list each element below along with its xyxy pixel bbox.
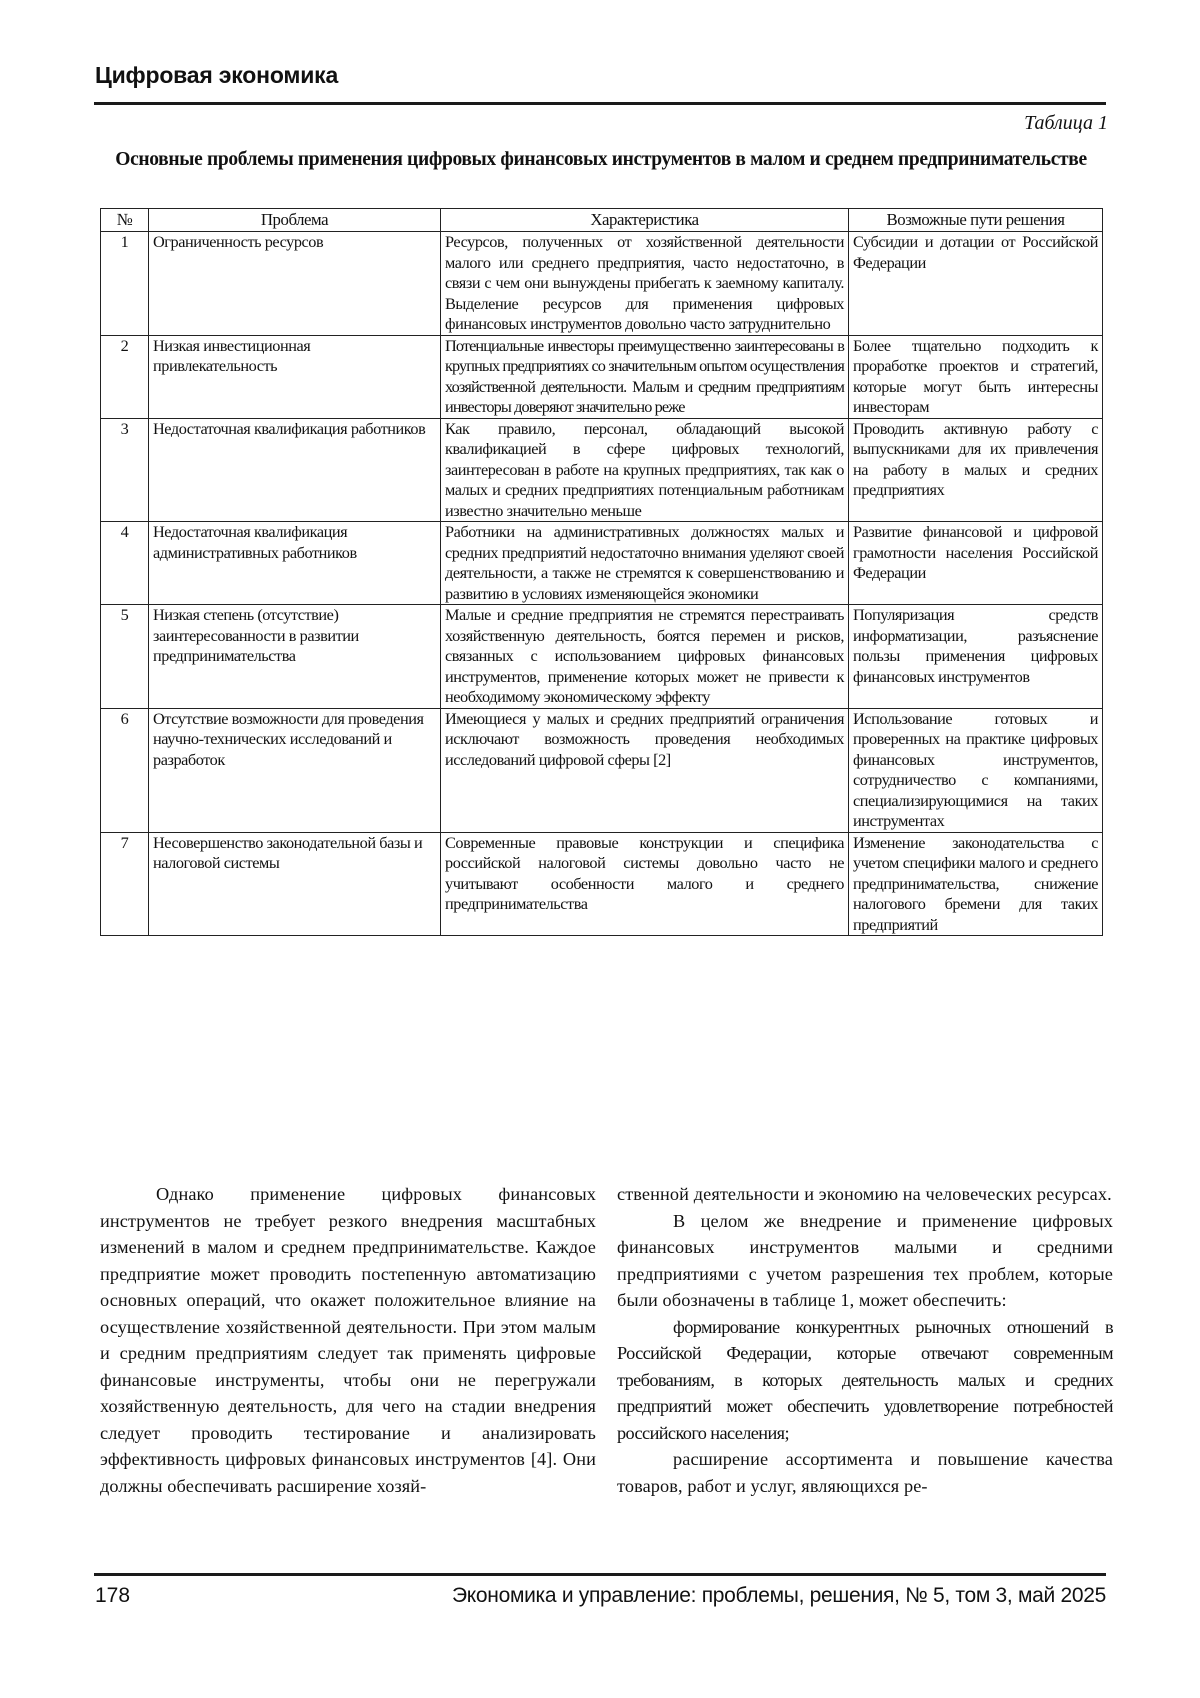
page-number: 178: [95, 1584, 131, 1607]
footer-rule: [94, 1573, 1106, 1576]
body-paragraph: Однако применение цифровых финансовых инструментов не требует резкого внедрения масштабных изменений в малом и среднем предпринимательстве. Каждое предприятие может проводить постепенную автоматизацию основных операций, что окажет положительное влияние на осуществление хозяйственной деятельности. При этом малым и средним предприятиям следует так применять цифровые финансовые инструменты, чтобы они не перегружали хозяйственную деятельность, для чего на стадии внедрения следует проводить тестирование и анализировать эффективность цифровых финансовых инструментов [4]. Они должны обеспечивать расширение хозяй-: [100, 1184, 596, 1496]
table-row: [101, 605, 1103, 709]
table-row: [101, 335, 1103, 418]
list-item: расширение ассортимента и повышение качества товаров, работ и услуг, являющихся ре-: [617, 1449, 1113, 1496]
column-header-characteristic: Характеристика: [441, 209, 849, 232]
running-head-section-title: Цифровая экономика: [95, 62, 339, 88]
row-number: 3: [101, 418, 149, 522]
row-problem: Низкая степень (отсутствие) заинтересованности в развитии предпринимательства: [149, 605, 441, 709]
body-paragraph: В целом же внедрение и применение цифровых финансовых инструментов малыми и средними предприятиями с учетом разрешения тех проблем, которые были обозначены в таблице 1, может обеспечить:: [617, 1210, 1113, 1310]
problems-table: [100, 208, 1103, 936]
row-problem: Недостаточная квалификация работников: [149, 418, 441, 522]
row-characteristic: Работники на административных должностях малых и средних предприятий недостаточно внимания уделяют своей деятельности, а также не стремятся к совершенствованию и развитию в условиях изменяющейся экономики: [441, 522, 849, 605]
row-characteristic: Имеющиеся у малых и средних предприятий ограничения исключают возможность проведения необходимых исследований цифровой сферы [2]: [441, 708, 849, 832]
table-label: Таблица 1: [1024, 112, 1108, 134]
row-problem: Недостаточная квалификация административных работников: [149, 522, 441, 605]
body-paragraph: ственной деятельности и экономию на человеческих ресурсах.: [617, 1184, 1112, 1204]
table-row: [101, 232, 1103, 336]
row-characteristic: Потенциальные инвесторы преимущественно заинтересованы в крупных предприятиях со значительным опытом осуществления хозяйственной деятельности. Малым и средним предприятиям инвесторы доверяют значительно реже: [441, 335, 849, 418]
journal-citation: Экономика и управление: проблемы, решения, № 5, том 3, май 2025: [452, 1584, 1106, 1607]
row-number: 4: [101, 522, 149, 605]
table-row: [101, 832, 1103, 936]
row-characteristic: Ресурсов, полученных от хозяйственной деятельности малого или среднего предприятия, часто недостаточно, в связи с чем они вынуждены прибегать к заемному капиталу. Выделение ресурсов для применения цифровых финансовых инструментов довольно часто затруднительно: [441, 232, 849, 336]
table-row: [101, 418, 1103, 522]
row-solution: Проводить активную работу с выпускниками для их привлечения на работу в малых и средних предприятиях: [849, 418, 1103, 522]
row-number: 7: [101, 832, 149, 936]
row-solution: Развитие финансовой и цифровой грамотности населения Российской Федерации: [849, 522, 1103, 605]
body-column-right: [617, 1181, 1113, 1499]
table-title: Основные проблемы применения цифровых финансовых инструментов в малом и среднем предпринимательстве: [115, 149, 1087, 170]
row-solution: Изменение законодательства с учетом специфики малого и среднего предпринимательства, снижение налогового бремени для таких предприятий: [849, 832, 1103, 936]
row-problem: Ограниченность ресурсов: [149, 232, 441, 336]
row-characteristic: Как правило, персонал, обладающий высокой квалификацией в сфере цифровых технологий, заинтересован в работе на крупных предприятиях, так как о малых и средних предприятиях потенциальным работникам известно значительно меньше: [441, 418, 849, 522]
list-item: формирование конкурентных рыночных отношений в Российской Федерации, которые отвечают современным требованиям, в которых деятельность малых и средних предприятий может обеспечить удовлетворение потребностей российского населения;: [617, 1316, 1113, 1443]
row-problem: Низкая инвестиционная привлекательность: [149, 335, 441, 418]
row-characteristic: Малые и средние предприятия не стремятся перестраивать хозяйственную деятельность, боятся перемен и рисков, связанных с использованием цифровых финансовых инструментов, применение которых может не привести к необходимому экономическому эффекту: [441, 605, 849, 709]
row-solution: Популяризация средств информатизации, разъяснение пользы применения цифровых финансовых инструментов: [849, 605, 1103, 709]
column-header-number: №: [101, 209, 149, 232]
table-row: [101, 708, 1103, 832]
row-problem: Несовершенство законодательной базы и налоговой системы: [149, 832, 441, 936]
row-solution: Более тщательно подходить к проработке проектов и стратегий, которые могут быть интересны инвесторам: [849, 335, 1103, 418]
header-rule: [94, 102, 1106, 105]
row-solution: Субсидии и дотации от Российской Федерации: [849, 232, 1103, 336]
row-characteristic: Современные правовые конструкции и специфика российской налоговой системы довольно часто не учитывают особенности малого и среднего предпринимательства: [441, 832, 849, 936]
row-number: 5: [101, 605, 149, 709]
row-solution: Использование готовых и проверенных на практике цифровых финансовых инструментов, сотрудничество с компаниями, специализирующимися на таких инструментах: [849, 708, 1103, 832]
column-header-problem: Проблема: [149, 209, 441, 232]
body-column-left: [100, 1181, 596, 1499]
row-number: 6: [101, 708, 149, 832]
row-number: 2: [101, 335, 149, 418]
row-problem: Отсутствие возможности для проведения научно-технических исследований и разработок: [149, 708, 441, 832]
column-header-solutions: Возможные пути решения: [849, 209, 1103, 232]
row-number: 1: [101, 232, 149, 336]
table-row: [101, 522, 1103, 605]
table-header-row: [101, 209, 1103, 232]
